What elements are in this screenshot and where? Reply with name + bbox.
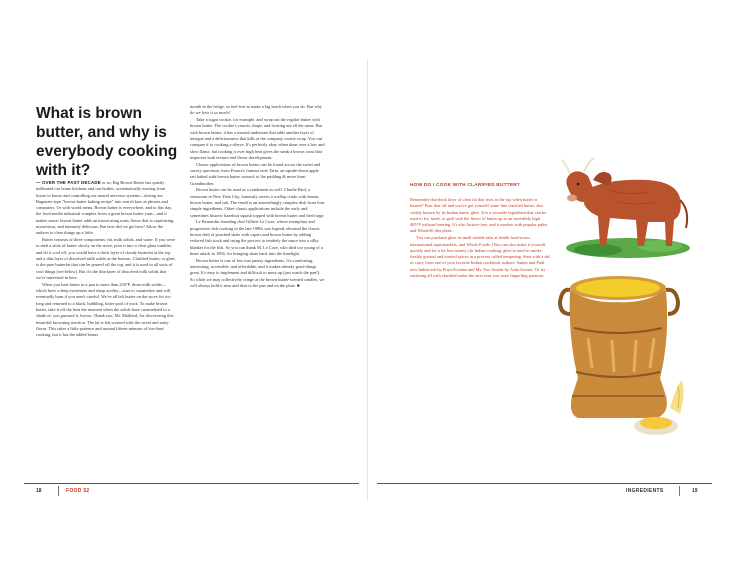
column-2 xyxy=(190,104,325,290)
column-1 xyxy=(36,180,176,339)
sidebar-body xyxy=(410,197,550,280)
footer-divider xyxy=(58,486,59,496)
paragraph-text: or so, Big Brown Butter has quietly infiltrated our home kitchens and our bodies, systematically moving from house to house and controlling our neural universe systems—dosing our Bagonies-type "brown butter baking recipe" into search bars as phones and computers. Or with world menu. Brown butter is everywhere, and to this day, the food-media industrial complex loves a great brown butter yarn—and it makes sense: brown butter adds an intoxicating nutty flavor that is captivating, mysterious, and intensely delicious. But how did we get here? Allow the authors to clear things up a little. xyxy=(36,180,175,236)
paragraph: Brown butter can be used as a condiment as well. Charlie Bird, a restaurant in New York City, famously serves a scallop crudo with lemon, brown butter, and salt. The result is an astonishingly complex dish from four simple ingredients. Other classic applications include the early and sometimes historic hazelnut squash topped with brown butter and fried sage. xyxy=(190,187,325,218)
paragraph: Butter consists of three components: fat, milk solids, and water. If you were to melt a stick of butter slowly on the stove, pour it into a clear glass tumbler, and let it cool off, you would have a thick layer of cloudy butterfat at the top and a thin layer of dissolved milk solids at the bottom. Clarified butter, or ghee, is the pure butterfat that can be poured off the top, and it is used in all sorts of cool things (see below). But it's the thin layer of dissolved milk solids that we're interested in here. xyxy=(36,237,176,280)
page-number-right: 19 xyxy=(692,488,698,494)
running-head-right: INGREDIENTS xyxy=(626,488,664,494)
paragraph: Take a sugar cookie, for example, and swap out the regular butter with brown butter. The cookie's crunch, shape, and frosting are all the same. But with brown butter, it has a toasted undertone that adds another layer of intrigue and a deliciousness that kills at the company cookie swap. You can compare it to cooking a ribeye. It's perfectly okay when done over a low and slow flame, but cooking it over high heat gives the steak a brown crust that improves both texture and flavor development. xyxy=(190,117,325,160)
paragraph: Remember that thick layer of clear fat that rises to the top when butter is heated? Pour that off and you've got yourself some fine clarified butter, also widely known by its Indian name, ghee. It is a versatile ingredient that can be used to fry, sauté, or grill with the flavor of butter up to an incredibly high 485°F without burning. It's also lactose-free, and it mashes with popular paleo and Whole30 diet plans. xyxy=(410,197,548,234)
article-headline: What is brown butter, and why is everybody cooking with it? xyxy=(36,105,178,179)
footer-divider xyxy=(679,486,680,496)
lead-caps: — OVER THE PAST DECADE xyxy=(36,180,101,185)
paragraph: Le Bernardin founding chef Gilbert Le Coze, whose exemplary and progressive fish cooking in the late 1980s was legend, elevated the classic brown dish of poached skate with capers and brown butter by adding reduced fish stock and using the process to tenderly the sauce into a silky blanket for the fish. So you can thank M. Le Coze, who died too young of a heart attack in 1994, for bringing skate back into the limelight. xyxy=(190,219,323,256)
footer-rule-left xyxy=(24,483,359,484)
sidebar-title: HOW DO I COOK WITH CLARIFIED BUTTER? xyxy=(410,183,521,188)
gutter xyxy=(367,60,368,500)
ghee-pot-illustration xyxy=(558,268,698,448)
footer-rule-right xyxy=(377,483,712,484)
paragraph: You can purchase ghee in small sizable tubs at health food stores, international supermarkets, and Whole Foods. (You can also make it yourself quickly and for a lot less money.) In Indian cooking, ghee is used to smoke freshly ground and toasted spices in a process called tempering. Start with a dal or curry from one of your favorite Indian cookbook authors. Santar and Patil new Indian-ish by Priya Krishna and My Two Souths by Asha Gomez. Or try replacing all with clarified butter the next time you roast fingerling potatoes. xyxy=(410,235,550,279)
running-head-left: FOOD 52 xyxy=(66,488,90,494)
paragraph: Classic applications of brown butter can be found across the sweet and savory spectrum, from France's famous tarte Tatin, an upside-down apple tart baked with brown butter custard, to the pudding & more from Grandmother. xyxy=(190,161,321,186)
page-number-left: 18 xyxy=(36,488,42,494)
zebu-cow-illustration xyxy=(548,150,698,265)
paragraph: Brown butter is one of few true pantry ingredients. It's comforting, interesting, accessible, and affordable, and it makes already good things great. It's easy to implement and difficult to mess up (just watch the pan!). So while we may collectively cringe at the brown butter-scented candles, we will always hold it near and dear to the pan and on the plate. ■ xyxy=(190,257,325,288)
lead-paragraph xyxy=(36,180,176,237)
paragraph: month in the fridge, so feel free to make a big batch when you do. But why do we love it so much? xyxy=(190,104,322,116)
paragraph: When you heat butter in a pan to more than 250°F, those milk solids—which have a deep sweetness and sharp acidity—start to caramelize and will eventually burn if you aren't careful. We've all left butter on the stove for too long and returned to a black, bubbling, bitter pool of yuck. To make brown butter, take it off the heat the moment when the solids have caramelized to a shade of, you guessed it, brown. Thank you, Mr. Maillard, for discovering this beautiful browning reaction. The fat is left scented with the sweet and nutty flavor. This takes a little patience and around fifteen minutes of low-heat cooking, but it has the added bonus xyxy=(36,281,174,338)
